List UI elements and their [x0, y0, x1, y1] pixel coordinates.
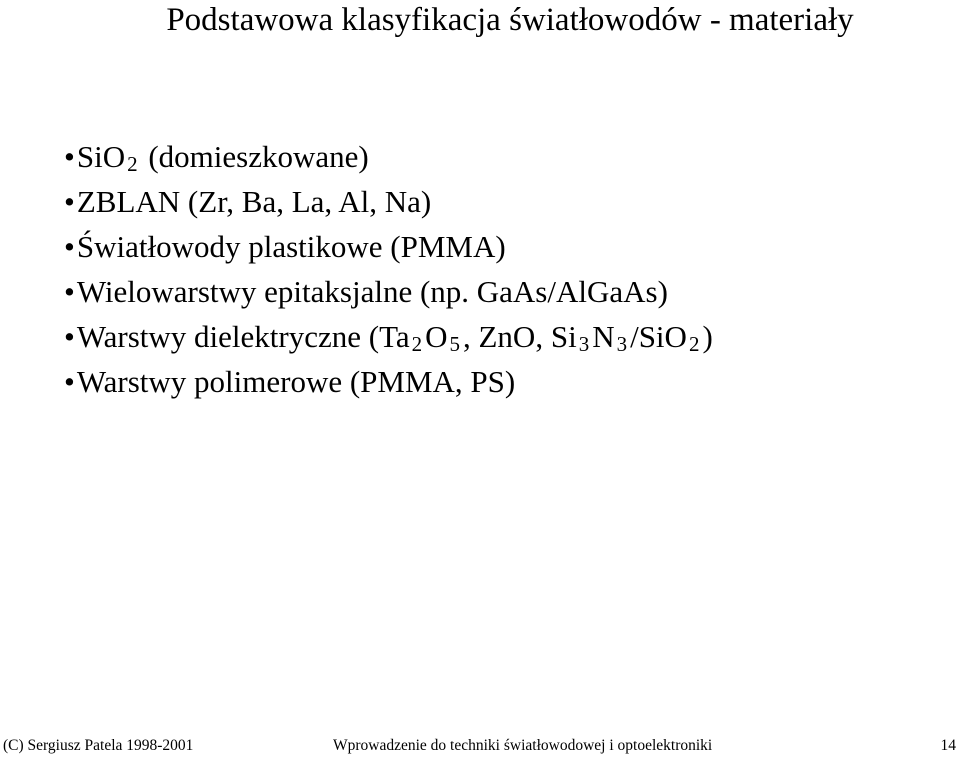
bullet-item [64, 134, 713, 179]
bullet-list [64, 134, 713, 404]
bullet-item [64, 359, 713, 404]
bullet-text: Warstwy dielektryczne (Ta [76, 319, 410, 354]
bullet-icon: • [64, 139, 75, 174]
subscript: 2 [411, 332, 423, 356]
subscript: 2 [127, 152, 138, 176]
bullet-item [64, 224, 713, 269]
bullet-text: N [592, 319, 615, 354]
subscript: 3 [616, 332, 628, 356]
bullet-text: Warstwy polimerowe (PMMA, PS) [76, 364, 516, 399]
bullet-text: SiO [76, 139, 126, 174]
bullet-text: /SiO [630, 319, 687, 354]
bullet-item [64, 269, 713, 314]
bullet-item [64, 179, 713, 224]
bullet-text: (domieszkowane) [140, 139, 369, 174]
bullet-text: O [425, 319, 448, 354]
page-number: 14 [940, 737, 956, 754]
bullet-text: Światłowody plastikowe (PMMA) [76, 229, 506, 264]
bullet-icon: • [64, 319, 75, 354]
bullet-item [64, 314, 713, 359]
subscript: 2 [688, 332, 700, 356]
bullet-icon: • [64, 184, 75, 219]
bullet-text: Wielowarstwy epitaksjalne (np. GaAs/AlGaAs) [76, 274, 668, 309]
bullet-icon: • [64, 364, 75, 399]
bullet-icon: • [64, 274, 75, 309]
subscript: 5 [449, 332, 460, 356]
bullet-text: ZBLAN (Zr, Ba, La, Al, Na) [76, 184, 432, 219]
bullet-text: ) [702, 319, 713, 354]
bullet-text: , ZnO, Si [463, 319, 577, 354]
bullet-icon: • [64, 229, 75, 264]
slide-title: Podstawowa klasyfikacja światłowodów - materiały [166, 2, 854, 38]
footer-copyright: (C) Sergiusz Patela 1998-2001 [3, 737, 194, 754]
footer-course-title: Wprowadzenie do techniki światłowodowej i optoelektroniki [333, 737, 713, 754]
subscript: 3 [578, 332, 590, 356]
